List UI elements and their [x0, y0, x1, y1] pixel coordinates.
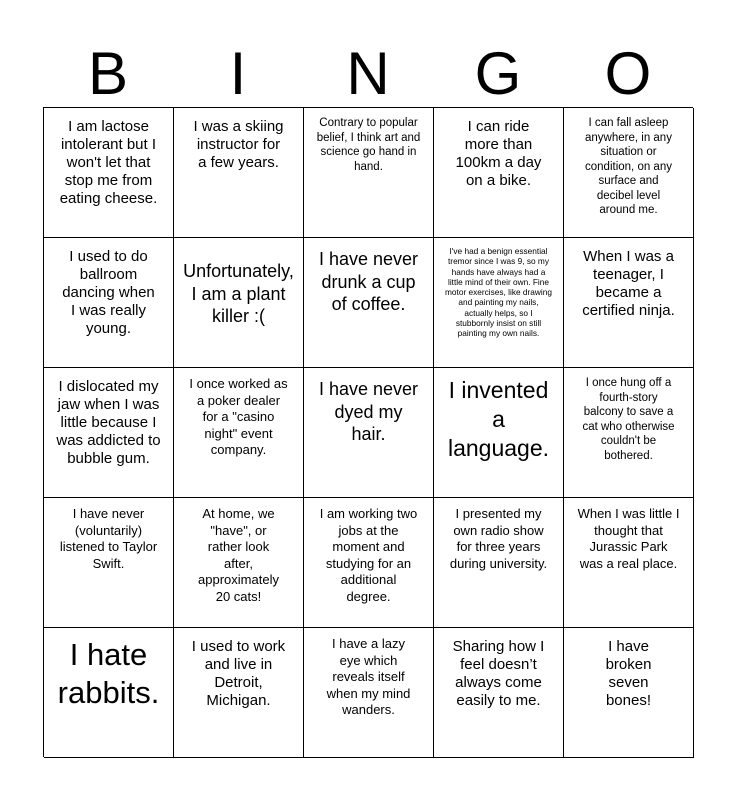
header-letter-o: O	[604, 40, 652, 107]
cell-text: I can ride more than 100km a day on a bike.	[455, 118, 542, 189]
cell-text: I have a lazy eye which reveals itself when my mind wanders.	[326, 636, 411, 717]
cell-text: When I was a teenager, I became a certified ninja.	[582, 248, 675, 319]
cell-text: I have never (voluntarily) listened to Taylor Swift.	[59, 506, 158, 571]
bingo-cell[interactable]	[304, 498, 434, 628]
cell-text: When I was little I thought that Jurassic Park was a real place.	[577, 506, 680, 571]
cell-text: At home, we "have", or rather look after, approximately 20 cats!	[198, 506, 279, 604]
bingo-cell[interactable]	[44, 368, 174, 498]
cell-text: I have never drunk a cup of coffee.	[318, 249, 419, 314]
bingo-cell[interactable]	[564, 108, 694, 238]
bingo-grid	[43, 107, 693, 757]
bingo-cell[interactable]	[44, 108, 174, 238]
header-letter-n: N	[346, 40, 390, 107]
bingo-cell[interactable]	[564, 238, 694, 368]
header-letter-g: G	[474, 40, 522, 107]
cell-text: I dislocated my jaw when I was little because I was addicted to bubble gum.	[56, 378, 161, 467]
bingo-cell[interactable]	[434, 238, 564, 368]
bingo-cell[interactable]	[434, 368, 564, 498]
cell-text: Contrary to popular belief, I think art and science go hand in hand.	[316, 117, 421, 173]
bingo-cell[interactable]	[44, 628, 174, 758]
cell-text: I have broken seven bones!	[605, 638, 652, 709]
cell-text: I once hung off a fourth-story balcony to save a cat who otherwise couldn't be bothered.	[582, 377, 675, 462]
cell-text: I am lactose intolerant but I won't let that stop me from eating cheese.	[59, 118, 158, 207]
cell-text: Sharing how I feel doesn’t always come easily to me.	[452, 638, 545, 709]
cell-text: I used to work and live in Detroit, Michigan.	[191, 638, 286, 709]
cell-text: I hate rabbits.	[57, 637, 160, 710]
bingo-cell[interactable]	[304, 368, 434, 498]
cell-text: I can fall asleep anywhere, in any situation or condition, on any surface and decibel level around me.	[585, 117, 672, 216]
bingo-cell[interactable]	[174, 238, 304, 368]
bingo-cell[interactable]	[304, 628, 434, 758]
bingo-cell[interactable]	[564, 498, 694, 628]
bingo-cell[interactable]	[434, 108, 564, 238]
bingo-cell[interactable]	[44, 238, 174, 368]
cell-text: I am working two jobs at the moment and studying for an additional degree.	[319, 506, 418, 604]
bingo-cell[interactable]	[434, 628, 564, 758]
bingo-cell[interactable]	[174, 628, 304, 758]
cell-text: I used to do ballroom dancing when I was really young.	[62, 248, 155, 337]
bingo-cell[interactable]	[174, 368, 304, 498]
bingo-cell[interactable]	[174, 108, 304, 238]
bingo-cell[interactable]	[44, 498, 174, 628]
cell-text: I was a skiing instructor for a few years.	[193, 118, 284, 171]
bingo-cell[interactable]	[304, 238, 434, 368]
bingo-cell[interactable]	[564, 368, 694, 498]
cell-text: I invented a language.	[447, 377, 550, 461]
header-letter-i: I	[229, 40, 247, 107]
bingo-cell[interactable]	[434, 498, 564, 628]
bingo-cell[interactable]	[174, 498, 304, 628]
bingo-cell[interactable]	[564, 628, 694, 758]
cell-text: I once worked as a poker dealer for a "casino night" event company.	[189, 376, 288, 457]
header-letter-b: B	[87, 40, 129, 107]
cell-text: I presented my own radio show for three years during university.	[449, 506, 548, 571]
cell-text: Unfortunately, I am a plant killer :(	[183, 261, 294, 326]
bingo-header	[43, 40, 693, 108]
cell-text: I've had a benign essential tremor since I was 9, so my hands have always had a little mind of their own. Fine motor exercises, like drawing and painting my nails, actually helps, so I stubbornly insist on still painting my own nails.	[445, 246, 552, 339]
cell-text: I have never dyed my hair.	[318, 379, 419, 444]
bingo-cell[interactable]	[304, 108, 434, 238]
